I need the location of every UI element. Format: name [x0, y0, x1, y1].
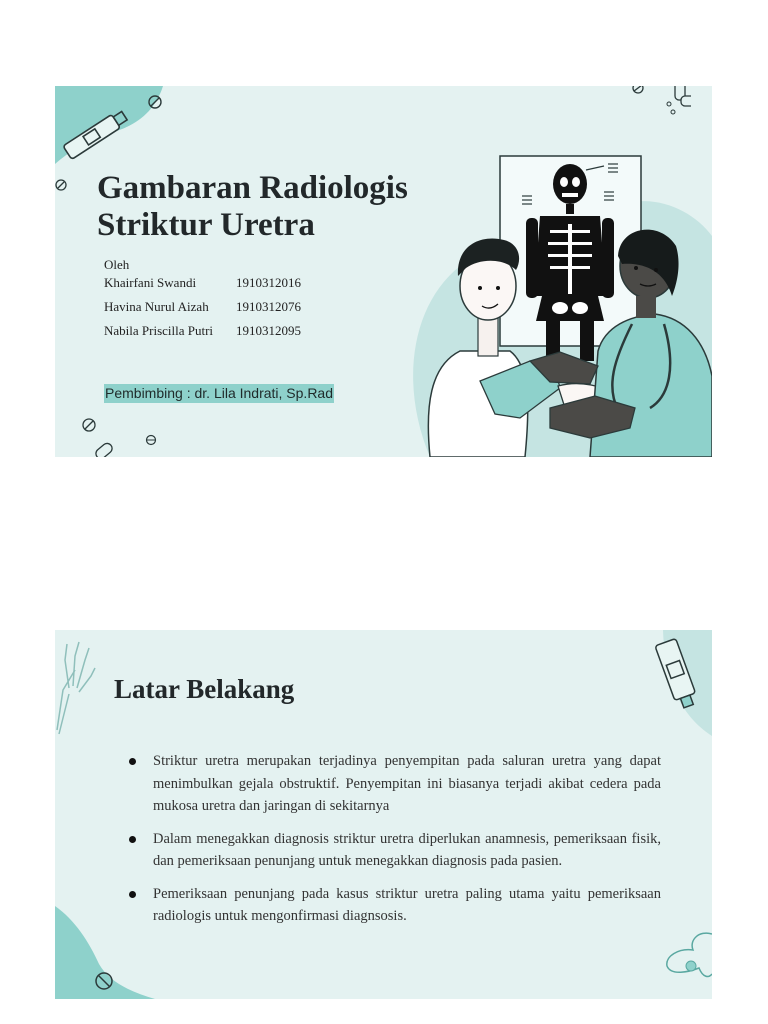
- capsule-icon: [631, 86, 691, 126]
- by-label: Oleh: [104, 257, 130, 272]
- list-item-text: Dalam menegakkan diagnosis striktur uretra diperlukan anamnesis, pemeriksaan fisik, dan pemeriksaan penunjang untuk menegakkan diagnosis pada pasien.: [153, 830, 661, 869]
- supervisor-label: Pembimbing : dr. Lila Indrati, Sp.Rad: [105, 385, 334, 401]
- author-row: [104, 298, 301, 316]
- pills-icon: [81, 416, 191, 457]
- author-name: Khairfani Swandi: [104, 275, 197, 290]
- pill-icon: [55, 178, 69, 192]
- organ-outline-icon: [659, 926, 712, 986]
- title-line-1: Gambaran Radiologis: [97, 170, 408, 206]
- doctor-patient-xray-illustration: [400, 146, 712, 457]
- list-item-text: Striktur uretra merupakan terjadinya penyempitan pada saluran uretra yang dapat menimbulkan gejala obstruktif. Penyempitan ini biasanya terjadi akibat cedera pada mukosa uretra dan jaringan di sekitarnya: [153, 753, 661, 814]
- bullet-list: [125, 750, 661, 938]
- author-nim: 1910312076: [236, 299, 301, 314]
- author-name: Nabila Priscilla Putri: [104, 323, 214, 338]
- list-item: [125, 750, 661, 818]
- bullet-icon: [129, 891, 136, 898]
- list-item: [125, 828, 661, 873]
- pill-icon: [147, 94, 163, 110]
- page-title: [97, 170, 408, 244]
- author-row: [104, 274, 301, 292]
- author-row: [104, 322, 301, 340]
- ointment-tube-icon: [647, 630, 712, 740]
- section-title: Latar Belakang: [114, 674, 295, 704]
- skeleton-hand-icon: [55, 630, 99, 740]
- title-line-2: Striktur Uretra: [97, 207, 315, 243]
- author-nim: 1910312095: [236, 323, 301, 338]
- bullet-icon: [129, 836, 136, 843]
- pill-icon: [93, 970, 115, 992]
- background-slide: [55, 630, 712, 999]
- list-item-text: Pemeriksaan penunjang pada kasus striktur uretra paling utama yaitu pemeriksaan radiologis untuk mengonfirmasi diagnsosis.: [153, 885, 661, 924]
- bullet-icon: [129, 758, 136, 765]
- title-slide: [55, 86, 712, 457]
- list-item: [125, 883, 661, 928]
- author-name: Havina Nurul Aizah: [104, 299, 209, 314]
- author-nim: 1910312016: [236, 275, 301, 290]
- author-list: [104, 256, 301, 340]
